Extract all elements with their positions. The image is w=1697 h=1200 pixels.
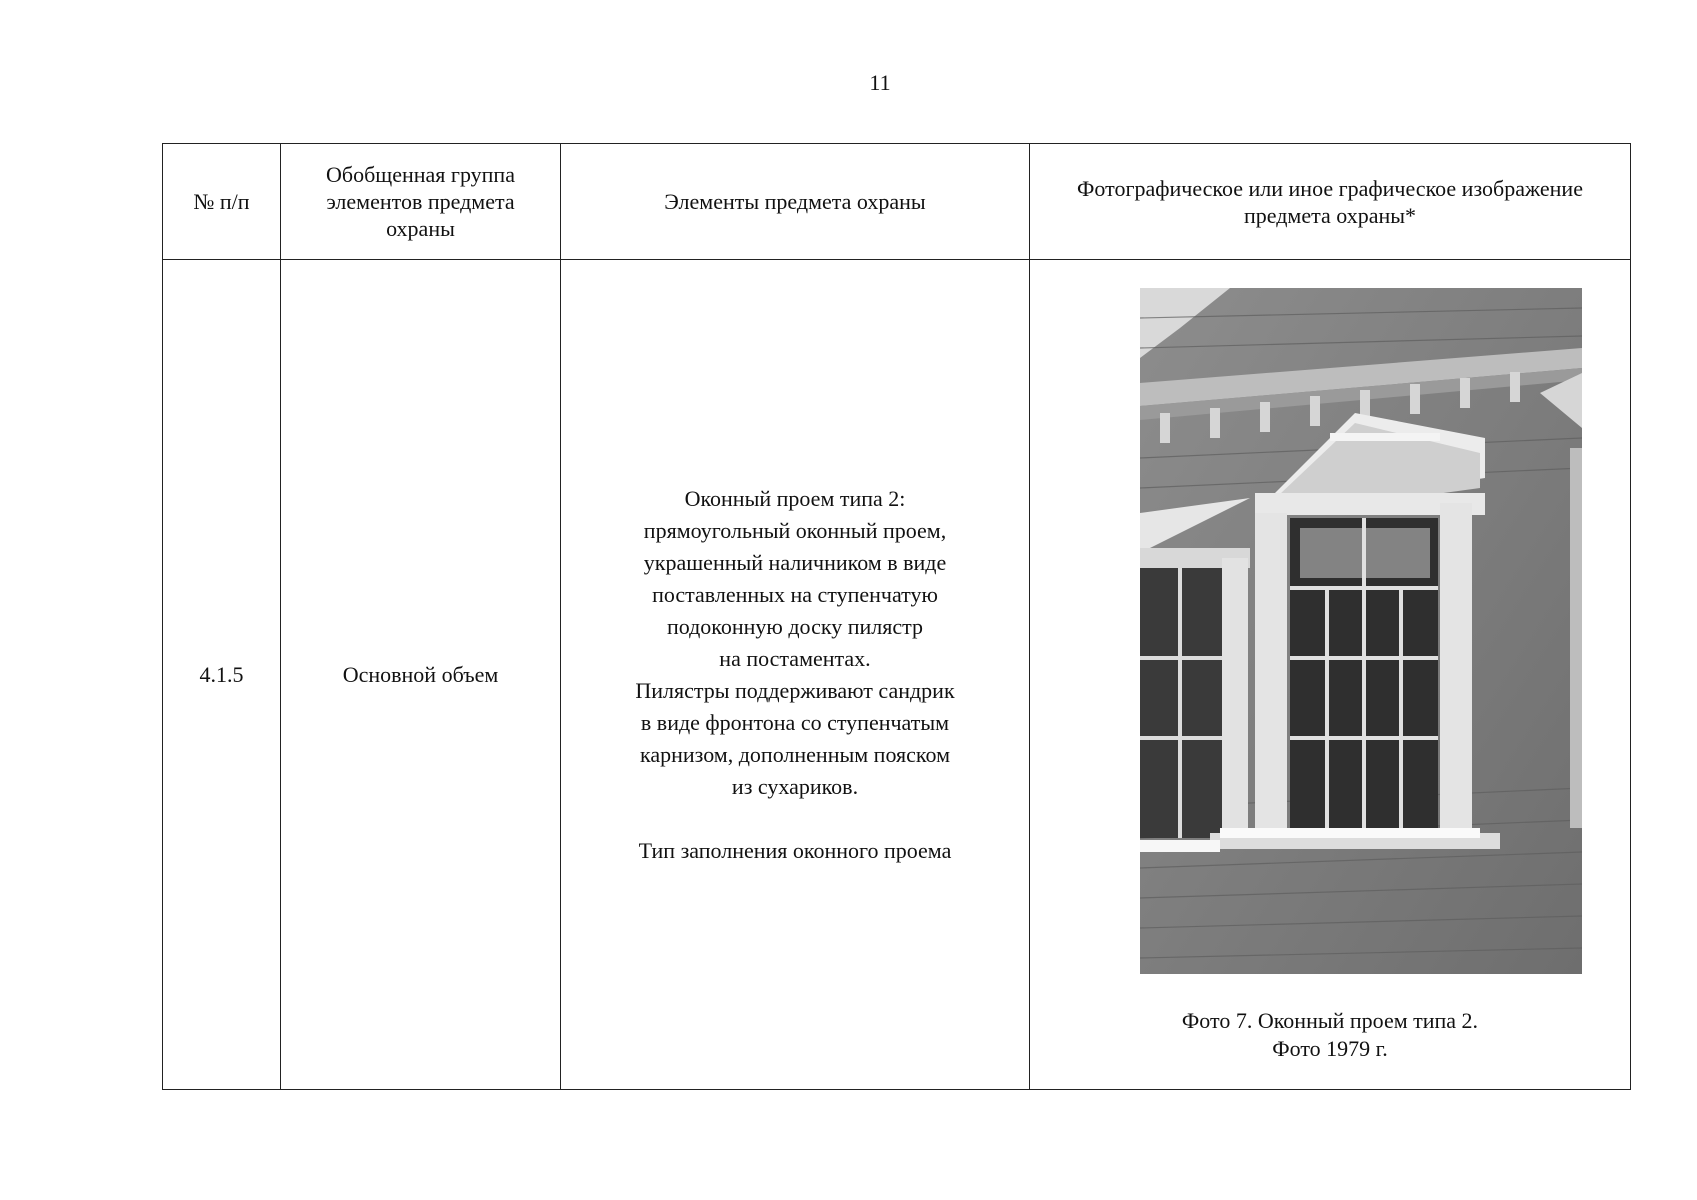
table-header-row <box>163 144 1631 260</box>
header-number: № п/п <box>163 144 281 260</box>
protection-elements-table <box>162 143 1631 1090</box>
elements-line: на постаментах. <box>719 645 871 671</box>
header-group: Обобщенная группа элементов предмета охраны <box>281 144 561 260</box>
elements-line: из сухариков. <box>731 773 859 799</box>
row-photo <box>1030 260 1631 1090</box>
elements-line: Оконный проем типа 2: <box>684 485 906 511</box>
table-row <box>163 260 1631 1090</box>
row-number: 4.1.5 <box>163 260 281 1090</box>
elements-line: поставленных на ступенчатую <box>652 581 938 607</box>
elements-extra-line: Тип заполнения оконного проема <box>638 837 952 863</box>
header-elements: Элементы предмета охраны <box>561 144 1030 260</box>
elements-line: украшенный наличником в виде <box>643 549 947 575</box>
elements-line: подоконную доску пилястр <box>666 613 924 639</box>
elements-line: Пилястры поддерживают сандрик <box>635 677 955 703</box>
row-elements <box>561 260 1030 1090</box>
elements-line: в виде фронтона со ступенчатым <box>640 709 950 735</box>
window-photo <box>1140 288 1582 974</box>
row-group: Основной объем <box>281 260 561 1090</box>
elements-line: карнизом, дополненным пояском <box>640 741 950 767</box>
page-number: 11 <box>869 70 891 95</box>
photo-caption-line: Фото 1979 г. <box>1272 1036 1388 1061</box>
photo-caption <box>1030 1007 1630 1063</box>
elements-line: прямоугольный оконный проем, <box>643 517 947 543</box>
window-photo-image <box>1140 288 1582 974</box>
photo-caption-line: Фото 7. Оконный проем типа 2. <box>1181 1008 1479 1033</box>
elements-description <box>571 483 1019 867</box>
header-photo: Фотографическое или иное графическое изображение предмета охраны* <box>1030 144 1631 260</box>
